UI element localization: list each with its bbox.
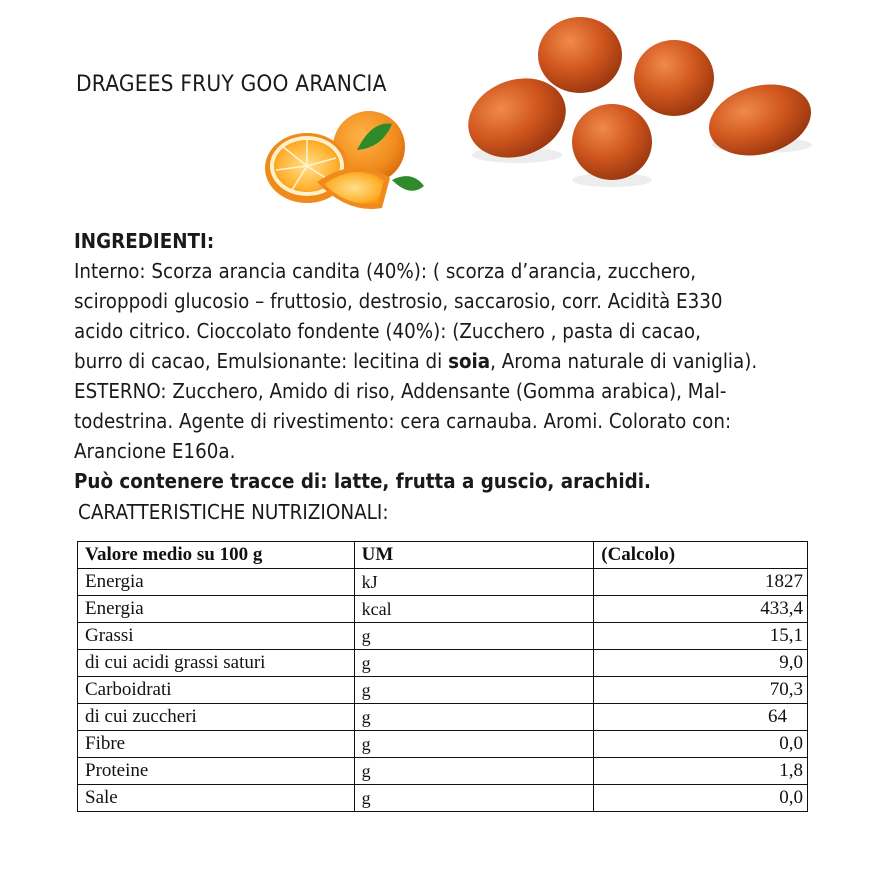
nutrient-name: Energia bbox=[78, 596, 355, 623]
leaf-right bbox=[392, 176, 424, 191]
dragee-5 bbox=[701, 74, 819, 167]
nutrient-name: Carboidrati bbox=[78, 677, 355, 704]
nutrient-name: Proteine bbox=[78, 758, 355, 785]
ingredients-line bbox=[74, 346, 788, 376]
nutrient-unit: kJ bbox=[354, 569, 594, 596]
nutrient-unit: kcal bbox=[354, 596, 594, 623]
nutrient-value: 9,0 bbox=[594, 650, 808, 677]
nutrient-name: di cui acidi grassi saturi bbox=[78, 650, 355, 677]
nutrient-unit: g bbox=[354, 650, 594, 677]
ingredients-line: sciroppodi glucosio – fruttosio, destrosio, saccarosio, corr. Acidità E330 bbox=[74, 289, 723, 313]
nutrient-value: 70,3 bbox=[594, 677, 808, 704]
nutrient-unit: g bbox=[354, 704, 594, 731]
orange-dragees-image bbox=[462, 10, 822, 210]
dragee-3 bbox=[572, 104, 652, 180]
nutrient-value: 0,0 bbox=[594, 785, 808, 812]
ingredients-line: todestrina. Agente di rivestimento: cera carnauba. Aromi. Colorato con: bbox=[74, 409, 732, 433]
nutrient-name: Sale bbox=[78, 785, 355, 812]
ingredients-text: , Aroma naturale di vaniglia). bbox=[490, 349, 758, 373]
ingredients-line: ESTERNO: Zucchero, Amido di riso, Addensante (Gomma arabica), Mal- bbox=[74, 379, 727, 403]
nutrient-value: 433,4 bbox=[594, 596, 808, 623]
nutrition-title: CARATTERISTICHE NUTRIZIONALI: bbox=[78, 500, 389, 524]
header-cell: UM bbox=[354, 542, 594, 569]
ingredients-line: Interno: Scorza arancia candita (40%): ( scorza d’arancia, zucchero, bbox=[74, 259, 697, 283]
table-row bbox=[78, 569, 808, 596]
nutrient-unit: g bbox=[354, 677, 594, 704]
table-row bbox=[78, 704, 808, 731]
dragee-2 bbox=[538, 17, 622, 93]
nutrient-value: 15,1 bbox=[594, 623, 808, 650]
ingredients-heading: INGREDIENTI: bbox=[74, 229, 215, 253]
nutrient-name: di cui zuccheri bbox=[78, 704, 355, 731]
table-row bbox=[78, 677, 808, 704]
allergen-soia: soia bbox=[448, 349, 491, 373]
table-row bbox=[78, 650, 808, 677]
nutrient-unit: g bbox=[354, 623, 594, 650]
ingredients-line: Arancione E160a. bbox=[74, 439, 236, 463]
nutrient-unit: g bbox=[354, 731, 594, 758]
product-title: DRAGEES FRUY GOO ARANCIA bbox=[76, 72, 387, 97]
ingredients-line: acido citrico. Cioccolato fondente (40%): (Zucchero , pasta di cacao, bbox=[74, 319, 701, 343]
header-cell: (Calcolo) bbox=[594, 542, 808, 569]
header-cell: Valore medio su 100 g bbox=[78, 542, 355, 569]
table-row bbox=[78, 758, 808, 785]
nutrient-name: Energia bbox=[78, 569, 355, 596]
table-row bbox=[78, 785, 808, 812]
allergen-warning: Può contenere tracce di: latte, frutta a guscio, arachidi. bbox=[74, 469, 651, 493]
table-row bbox=[78, 623, 808, 650]
dragee-4 bbox=[634, 40, 714, 116]
nutrient-value: 1827 bbox=[594, 569, 808, 596]
nutrient-value: 0,0 bbox=[594, 731, 808, 758]
table-header-row bbox=[78, 542, 808, 569]
nutrient-value: 1,8 bbox=[594, 758, 808, 785]
ingredients-text: burro di cacao, Emulsionante: lecitina di bbox=[74, 349, 449, 373]
nutrient-name: Fibre bbox=[78, 731, 355, 758]
nutrient-value: 64 bbox=[594, 704, 808, 731]
nutrient-name: Grassi bbox=[78, 623, 355, 650]
nutrient-unit: g bbox=[354, 758, 594, 785]
nutrition-table bbox=[77, 541, 808, 812]
table-row bbox=[78, 596, 808, 623]
orange-fruit-image bbox=[262, 110, 432, 220]
table-row bbox=[78, 731, 808, 758]
ingredients-section bbox=[74, 226, 854, 496]
nutrient-unit: g bbox=[354, 785, 594, 812]
